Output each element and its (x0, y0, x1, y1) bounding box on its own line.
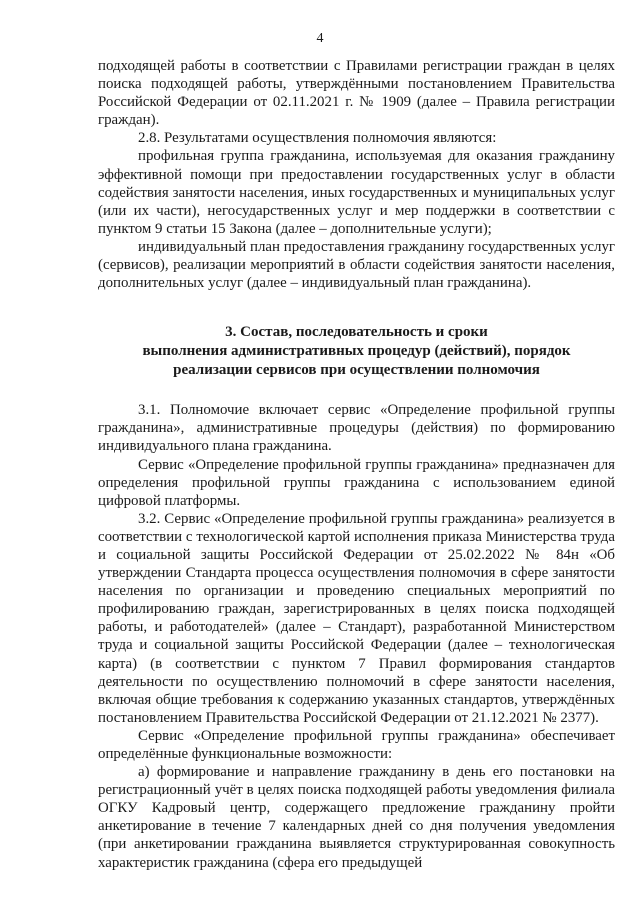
section-heading-line-2: выполнения административных процедур (действий), порядок (142, 343, 571, 360)
paragraph-service-purpose: Сервис «Определение профильной группы гражданина» предназначен для определения профильной группы гражданина с использованием единой цифровой платформы. (98, 456, 615, 509)
paragraph-2-8: 2.8. Результатами осуществления полномочия являются: (138, 130, 497, 147)
paragraph-continuation: подходящей работы в соответствии с Правилами регистрации граждан в целях поиска подходящей работы, утверждёнными постановлением Правительства Российской Федерации от 02.11.2021 г. № 1909 (далее – Правила регистрации граждан). (98, 58, 615, 129)
paragraph-3-2: 3.2. Сервис «Определение профильной группы гражданина» реализуется в соответствии с технологической картой исполнения приказа Министерства труда и социальной защиты Российской Федерации от 25.02.2022 № 84н «Об утверждении Стандарта процесса осуществления полномочия в сфере занятости населения по организации и проведению специальных мероприятий по профилированию граждан, зарегистрированных в целях поиска подходящей работы, и работодателей» (далее – Стандарт), разработанной Министерством труда и социальной защиты Российской Федерации (далее – технологическая карта) (в соответствии с пунктом 7 Правил формирования стандартов деятельности по осуществлению полномочий в сфере занятости населения, включая общие требования к содержанию указанных стандартов, утверждённых постановлением Правительства Российской Федерации от 21.12.2021 № 2377). (98, 510, 615, 726)
section-heading (98, 323, 615, 380)
section-heading-line-1: 3. Состав, последовательность и сроки (225, 324, 488, 341)
page-number: 4 (316, 31, 324, 46)
paragraph-individual-plan: индивидуальный план предоставления гражданину государственных услуг (сервисов), реализации мероприятий в области содействия занятости населения, дополнительных услуг (далее – индивидуальный план гражданина). (98, 238, 615, 292)
document-body (98, 57, 615, 872)
paragraph-service-capabilities: Сервис «Определение профильной группы гражданина» обеспечивает определённые функциональные возможности: (98, 727, 615, 762)
section-heading-line-3: реализации сервисов при осуществлении полномочия (173, 362, 540, 379)
paragraph-item-a: а) формирование и направление гражданину в день его постановки на регистрационный учёт в целях поиска подходящей работы уведомления филиала ОГКУ Кадровый центр, содержащего предложение гражданину пройти анкетирование в течение 7 календарных дней со дня получения уведомления (при анкетировании гражданина выявляется структурированная совокупность характеристик гражданина (сфера его предыдущей (98, 764, 615, 871)
paragraph-3-1: 3.1. Полномочие включает сервис «Определение профильной группы гражданина», административные процедуры (действия) по формированию индивидуального плана гражданина. (98, 402, 615, 455)
paragraph-profile-group: профильная группа гражданина, используемая для оказания гражданину эффективной помощи при предоставлении государственных услуг в области содействия занятости населения, иных государственных и муниципальных услуг (или их части), негосударственных услуг и мер поддержки в соответствии с пунктом 9 статьи 15 Закона (далее – дополнительные услуги); (98, 148, 615, 237)
